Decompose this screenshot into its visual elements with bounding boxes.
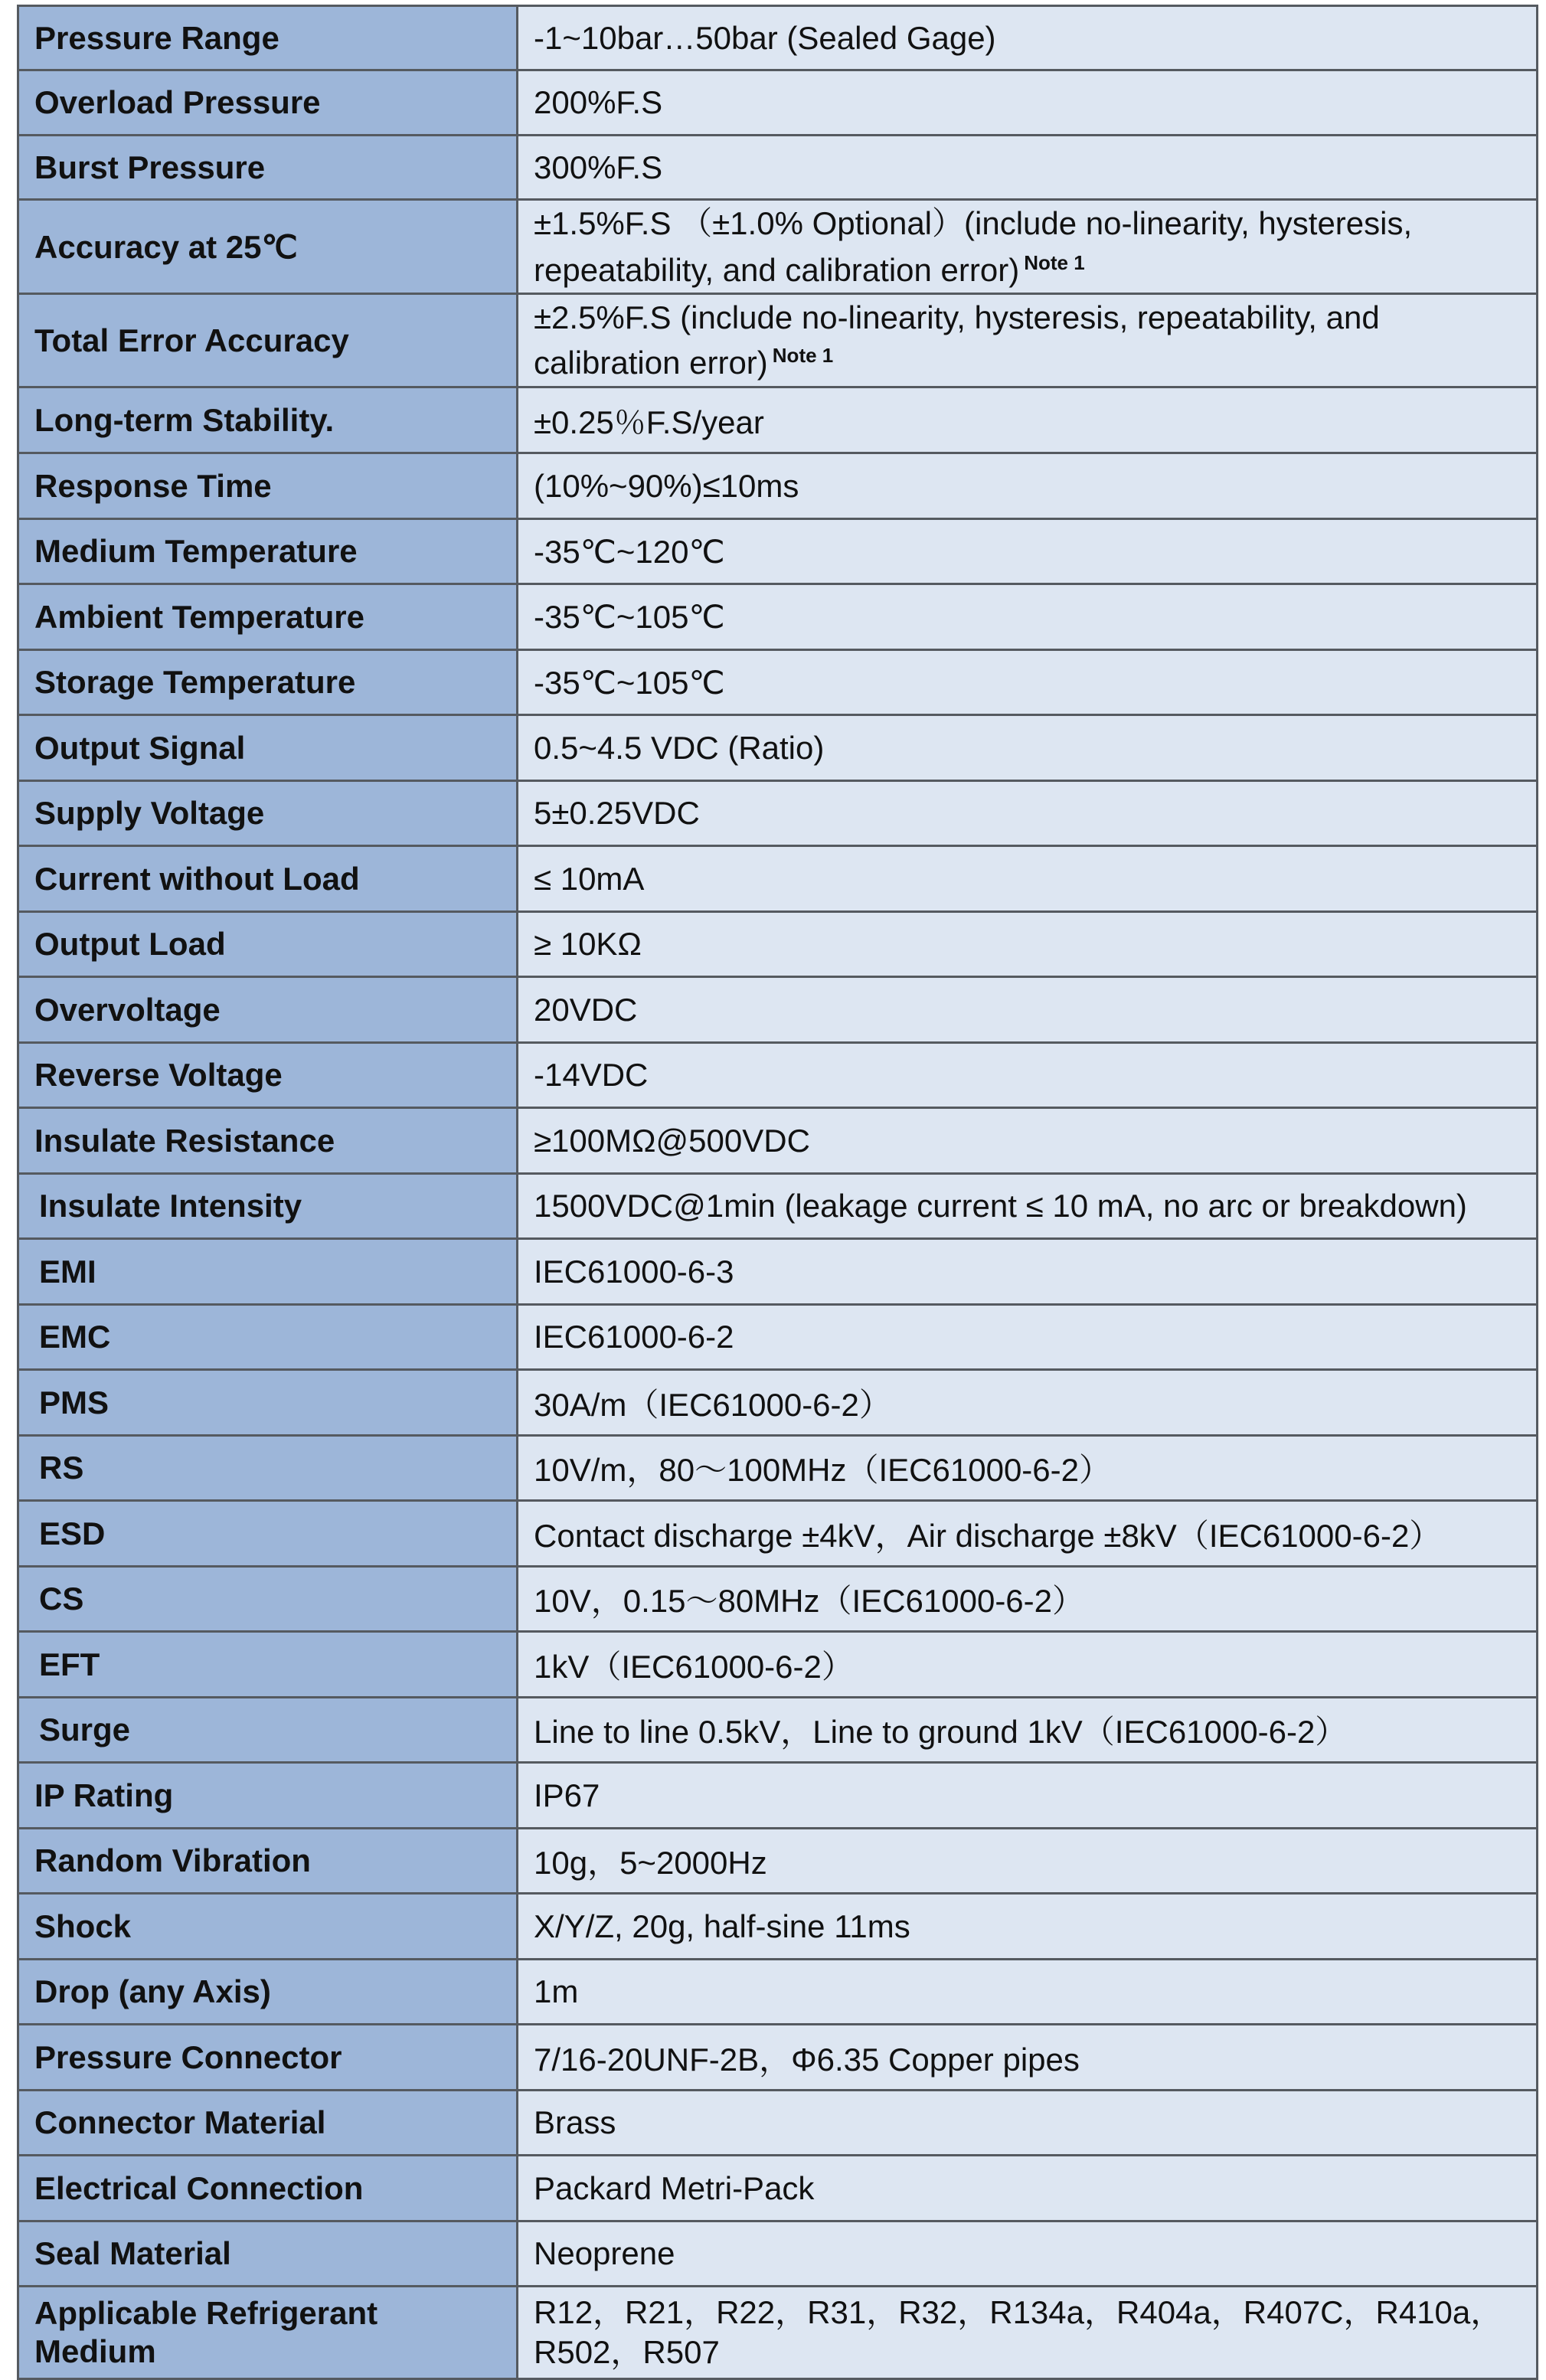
row-value: 30A/m（IEC61000-6-2） xyxy=(518,1370,1538,1436)
table-row xyxy=(18,1763,1538,1829)
row-value xyxy=(518,294,1538,387)
row-label: Long-term Stability. xyxy=(18,387,518,453)
row-label: Electrical Connection xyxy=(18,2156,518,2221)
row-label: Medium Temperature xyxy=(18,519,518,584)
table-row xyxy=(18,2156,1538,2221)
table-row xyxy=(18,2287,1538,2379)
row-label: Insulate Intensity xyxy=(18,1174,518,1239)
table-row xyxy=(18,6,1538,70)
row-value: -1~10bar…50bar (Sealed Gage) xyxy=(518,6,1538,70)
footnote-marker: Note 1 xyxy=(772,343,834,367)
row-value: ±0.25％F.S/year xyxy=(518,387,1538,453)
table-row xyxy=(18,70,1538,136)
row-value: (10%~90%)≤10ms xyxy=(518,453,1538,519)
row-label: EMC xyxy=(18,1305,518,1370)
row-label: Pressure Range xyxy=(18,6,518,70)
table-row xyxy=(18,1370,1538,1436)
table-row xyxy=(18,2025,1538,2091)
row-label: Ambient Temperature xyxy=(18,584,518,650)
table-row xyxy=(18,1436,1538,1501)
row-value: IP67 xyxy=(518,1763,1538,1829)
table-row xyxy=(18,1567,1538,1632)
row-value: -35℃~105℃ xyxy=(518,584,1538,650)
label-line: Applicable Refrigerant xyxy=(34,2295,378,2331)
table-row xyxy=(18,200,1538,294)
row-value: Contact discharge ±4kV，Air discharge ±8kV（IEC61000-6-2） xyxy=(518,1501,1538,1567)
value-line: ±1.5%F.S （±1.0% Optional）(include no-linearity, hysteresis, xyxy=(534,204,1413,241)
value-line xyxy=(534,336,1536,382)
table-row xyxy=(18,1501,1538,1567)
row-value: 20VDC xyxy=(518,977,1538,1043)
value-line: R12，R21，R22，R31，R32，R134a，R404a，R407C，R410a， xyxy=(534,2294,1503,2330)
row-value: Brass xyxy=(518,2091,1538,2156)
row-value: -35℃~105℃ xyxy=(518,650,1538,715)
row-value: 5±0.25VDC xyxy=(518,781,1538,846)
row-label: Connector Material xyxy=(18,2091,518,2156)
row-value: 300%F.S xyxy=(518,136,1538,200)
row-value: Packard Metri-Pack xyxy=(518,2156,1538,2221)
row-value: ≥ 10KΩ xyxy=(518,912,1538,977)
value-text: calibration error) xyxy=(534,344,768,381)
table-row xyxy=(18,1698,1538,1763)
row-value: 1kV（IEC61000-6-2） xyxy=(518,1632,1538,1698)
row-label: ESD xyxy=(18,1501,518,1567)
table-row xyxy=(18,136,1538,200)
table-row xyxy=(18,1829,1538,1894)
row-value: IEC61000-6-2 xyxy=(518,1305,1538,1370)
table-row xyxy=(18,519,1538,584)
row-label: Pressure Connector xyxy=(18,2025,518,2091)
row-label: Total Error Accuracy xyxy=(18,294,518,387)
table-row xyxy=(18,846,1538,912)
row-value: 200%F.S xyxy=(518,70,1538,136)
table-row xyxy=(18,1632,1538,1698)
row-label: Overvoltage xyxy=(18,977,518,1043)
row-value: -14VDC xyxy=(518,1043,1538,1108)
row-value: 10g，5~2000Hz xyxy=(518,1829,1538,1894)
row-label: Drop (any Axis) xyxy=(18,1960,518,2025)
row-label: Response Time xyxy=(18,453,518,519)
table-row xyxy=(18,1960,1538,2025)
row-value: 1500VDC@1min (leakage current ≤ 10 mA, no arc or breakdown) xyxy=(518,1174,1538,1239)
table-row xyxy=(18,453,1538,519)
row-label: Current without Load xyxy=(18,846,518,912)
row-label: RS xyxy=(18,1436,518,1501)
row-label: CS xyxy=(18,1567,518,1632)
table-row xyxy=(18,1239,1538,1305)
table-row xyxy=(18,1174,1538,1239)
row-label: Shock xyxy=(18,1894,518,1960)
table-row xyxy=(18,977,1538,1043)
row-label: Reverse Voltage xyxy=(18,1043,518,1108)
row-label: EFT xyxy=(18,1632,518,1698)
row-label: Overload Pressure xyxy=(18,70,518,136)
row-value: 0.5~4.5 VDC (Ratio) xyxy=(518,715,1538,781)
table-row xyxy=(18,1894,1538,1960)
row-value: 7/16-20UNF-2B，Φ6.35 Copper pipes xyxy=(518,2025,1538,2091)
row-value: -35℃~120℃ xyxy=(518,519,1538,584)
row-label: Burst Pressure xyxy=(18,136,518,200)
row-label: Storage Temperature xyxy=(18,650,518,715)
row-label: PMS xyxy=(18,1370,518,1436)
row-label: Accuracy at 25℃ xyxy=(18,200,518,294)
footnote-marker: Note 1 xyxy=(1024,250,1085,274)
row-label: Output Signal xyxy=(18,715,518,781)
row-label: IP Rating xyxy=(18,1763,518,1829)
table-row xyxy=(18,1108,1538,1174)
row-label: Insulate Resistance xyxy=(18,1108,518,1174)
table-row xyxy=(18,781,1538,846)
spec-table xyxy=(17,5,1538,2380)
row-value: 1m xyxy=(518,1960,1538,2025)
row-label: Random Vibration xyxy=(18,1829,518,1894)
row-value: Line to line 0.5kV，Line to ground 1kV（IEC61000-6-2） xyxy=(518,1698,1538,1763)
row-value: X/Y/Z, 20g, half-sine 11ms xyxy=(518,1894,1538,1960)
row-label: Supply Voltage xyxy=(18,781,518,846)
table-row xyxy=(18,294,1538,387)
table-row xyxy=(18,1305,1538,1370)
table-row xyxy=(18,2221,1538,2287)
row-value: 10V，0.15～80MHz（IEC61000-6-2） xyxy=(518,1567,1538,1632)
row-label: Output Load xyxy=(18,912,518,977)
table-row xyxy=(18,912,1538,977)
table-row xyxy=(18,715,1538,781)
table-row xyxy=(18,584,1538,650)
row-value: IEC61000-6-3 xyxy=(518,1239,1538,1305)
value-line xyxy=(534,244,1536,290)
row-value: ≥100MΩ@500VDC xyxy=(518,1108,1538,1174)
row-label: Surge xyxy=(18,1698,518,1763)
table-row xyxy=(18,650,1538,715)
label-line: Medium xyxy=(34,2333,156,2369)
table-row xyxy=(18,387,1538,453)
row-value xyxy=(518,200,1538,294)
row-label: EMI xyxy=(18,1239,518,1305)
value-line: ±2.5%F.S (include no-linearity, hysteresis, repeatability, and xyxy=(534,299,1380,335)
table-row xyxy=(18,2091,1538,2156)
row-value: Neoprene xyxy=(518,2221,1538,2287)
row-value: 10V/m，80～100MHz（IEC61000-6-2） xyxy=(518,1436,1538,1501)
row-value: ≤ 10mA xyxy=(518,846,1538,912)
table-row xyxy=(18,1043,1538,1108)
value-line: R502，R507 xyxy=(534,2334,720,2370)
row-value xyxy=(518,2287,1538,2379)
value-text: repeatability, and calibration error) xyxy=(534,251,1020,288)
row-label: Seal Material xyxy=(18,2221,518,2287)
row-label xyxy=(18,2287,518,2379)
